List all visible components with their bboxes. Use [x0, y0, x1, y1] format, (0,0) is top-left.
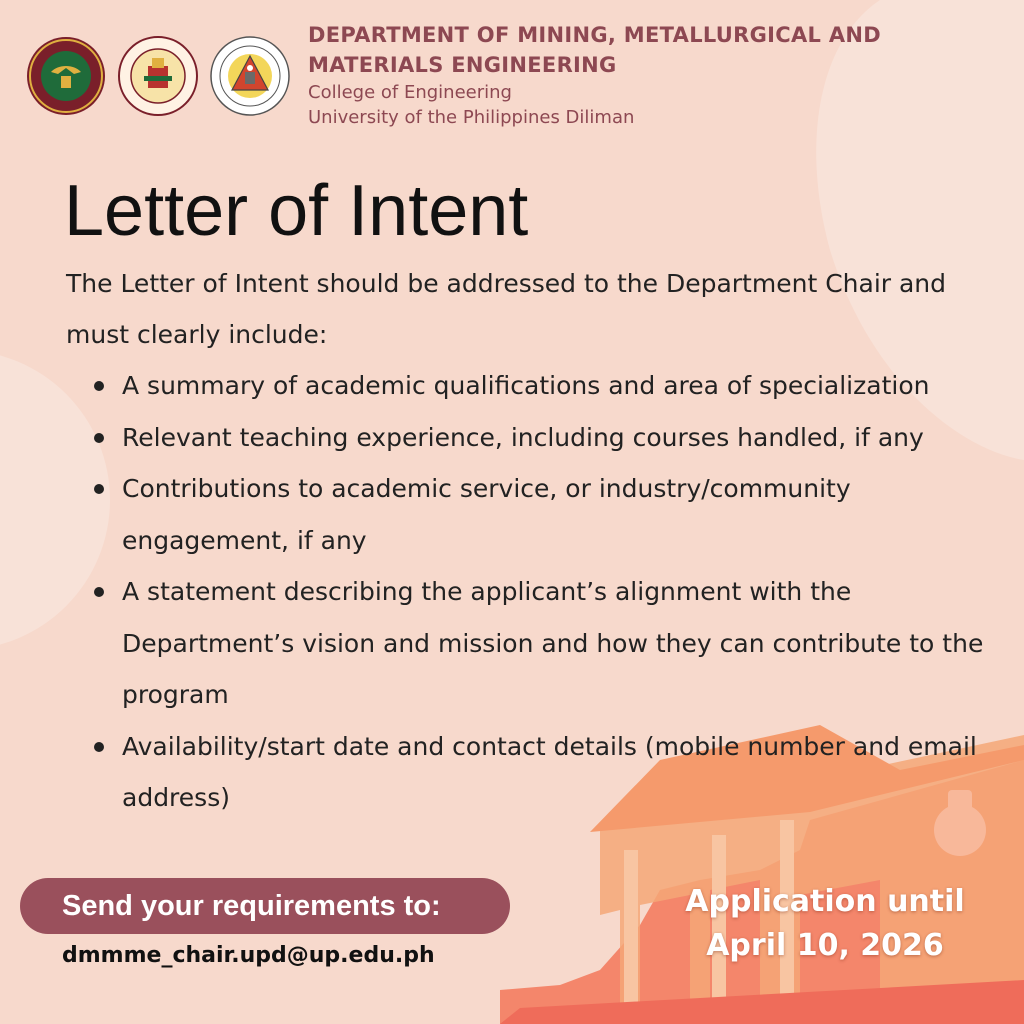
bullet-icon: [94, 742, 104, 752]
college-name: College of Engineering: [308, 82, 512, 103]
application-deadline: [660, 880, 990, 968]
list-item: [66, 566, 996, 721]
bullet-icon: [94, 381, 104, 391]
engineering-seal-icon: [118, 36, 198, 116]
list-item: [66, 360, 996, 412]
department-name-line1: DEPARTMENT OF MINING, METALLURGICAL AND: [308, 23, 881, 47]
deadline-line1: Application until: [685, 884, 965, 919]
requirement-text: A statement describing the applicant’s alignment with the Department’s vision and mission and how they can contribute to the program: [122, 577, 984, 709]
dmmme-seal-icon: [210, 36, 290, 116]
header-block: [308, 20, 881, 130]
bullet-icon: [94, 484, 104, 494]
university-name: University of the Philippines Diliman: [308, 107, 635, 128]
logos-row: [26, 36, 290, 116]
send-requirements-banner: [20, 878, 510, 934]
list-item: [66, 721, 996, 824]
intro-text: The Letter of Intent should be addressed to the Department Chair and must clearly include:: [66, 269, 947, 349]
requirement-text: A summary of academic qualifications and area of specialization: [122, 371, 930, 400]
contact-email[interactable]: dmmme_chair.upd@up.edu.ph: [62, 943, 435, 968]
bullet-icon: [94, 433, 104, 443]
requirement-text: Contributions to academic service, or industry/community engagement, if any: [122, 474, 851, 555]
requirement-text: Relevant teaching experience, including courses handled, if any: [122, 422, 924, 452]
list-item: [66, 412, 996, 464]
list-item: [66, 463, 996, 566]
deadline-line2: April 10, 2026: [706, 928, 944, 963]
bullet-icon: [94, 587, 104, 597]
department-name-line2: MATERIALS ENGINEERING: [308, 53, 617, 77]
send-requirements-label: Send your requirements to:: [62, 889, 441, 922]
up-seal-icon: [26, 36, 106, 116]
requirement-text: Availability/start date and contact details (mobile number and email address): [122, 731, 977, 812]
page-title: Letter of Intent: [64, 171, 529, 251]
requirements-list: [66, 360, 996, 824]
